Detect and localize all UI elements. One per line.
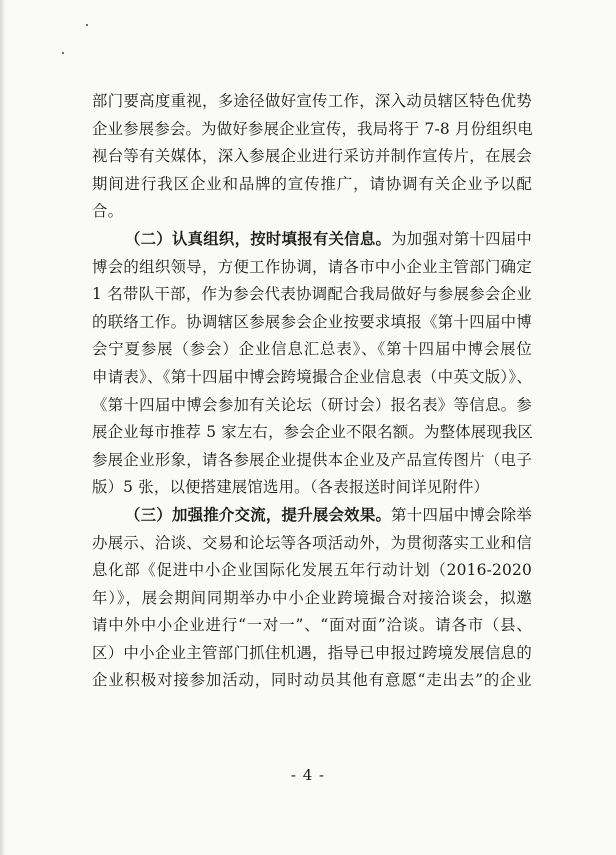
- scan-edge-shadow: [0, 0, 6, 855]
- text-line: 视台等有关媒体，深入参展企业进行采访并制作宣传片，在展会: [92, 147, 532, 166]
- text-line: 会宁夏参展（参会）企业信息汇总表》、《第十四届中博会展位: [92, 340, 532, 359]
- text-line: 《第十四届中博会参加有关论坛（研讨会）报名表》等信息。参: [92, 395, 532, 414]
- text-line: 请中外中小企业进行“一对一”、“面对面”洽谈。请各市（县、: [92, 616, 532, 635]
- text-line: 版）5 张，以便搭建展馆选用。（各表报送时间详见附件）: [92, 478, 490, 497]
- scan-speck: [86, 24, 88, 26]
- text-line: 参展企业形象，请各参展企业提供本企业及产品宣传图片（电子: [92, 450, 532, 469]
- section-heading-line: [92, 502, 532, 530]
- text-line: 区）中小企业主管部门抓住机遇，指导已申报过跨境发展信息的: [92, 643, 532, 662]
- text-line: 申请表》、《第十四届中博会跨境撮合企业信息表（中英文版）》、: [92, 367, 532, 386]
- section-heading-line: [92, 226, 532, 254]
- text-line: 企业参展参会。为做好参展企业宣传，我局将于 7-8 月份组织电: [92, 119, 533, 138]
- text-line: 息化部《促进中小企业国际化发展五年行动计划（2016-2020: [92, 561, 532, 580]
- scan-speck: [62, 52, 64, 54]
- text-line: 企业积极对接参加活动，同时动员其他有意愿“走出去”的企业: [92, 671, 532, 690]
- section-heading-3: （三）加强推介交流，提升展会效果。: [125, 505, 392, 524]
- section-heading-2: （二）认真组织，按时填报有关信息。: [125, 229, 392, 248]
- page-number: - 4 -: [290, 766, 326, 784]
- text-line: 1 名带队干部，作为参会代表协调配合我局做好与参展参会企业: [92, 285, 532, 304]
- text-line: 展企业每市推荐 5 家左右，参会企业不限名额。为整体展现我区: [92, 423, 534, 442]
- body-text: [92, 88, 532, 695]
- text-span: 第十四届中博会除举: [391, 505, 532, 524]
- text-line: 年）》，展会期间同期举办中小企业跨境撮合对接洽谈会，拟邀: [92, 588, 532, 607]
- text-line: 合。: [92, 202, 124, 221]
- text-line: 的联络工作。协调辖区参展参会企业按要求填报《第十四届中博: [92, 312, 532, 331]
- text-line: 博会的组织领导，方便工作协调，请各市中小企业主管部门确定: [92, 257, 532, 276]
- text-span: 为加强对第十四届中: [391, 229, 532, 248]
- text-line: 部门要高度重视，多途径做好宣传工作，深入动员辖区特色优势: [92, 92, 532, 110]
- text-line: 办展示、洽谈、交易和论坛等各项活动外，为贯彻落实工业和信: [92, 533, 532, 552]
- text-line: 期间进行我区企业和品牌的宣传推广，请协调有关企业予以配: [92, 174, 532, 193]
